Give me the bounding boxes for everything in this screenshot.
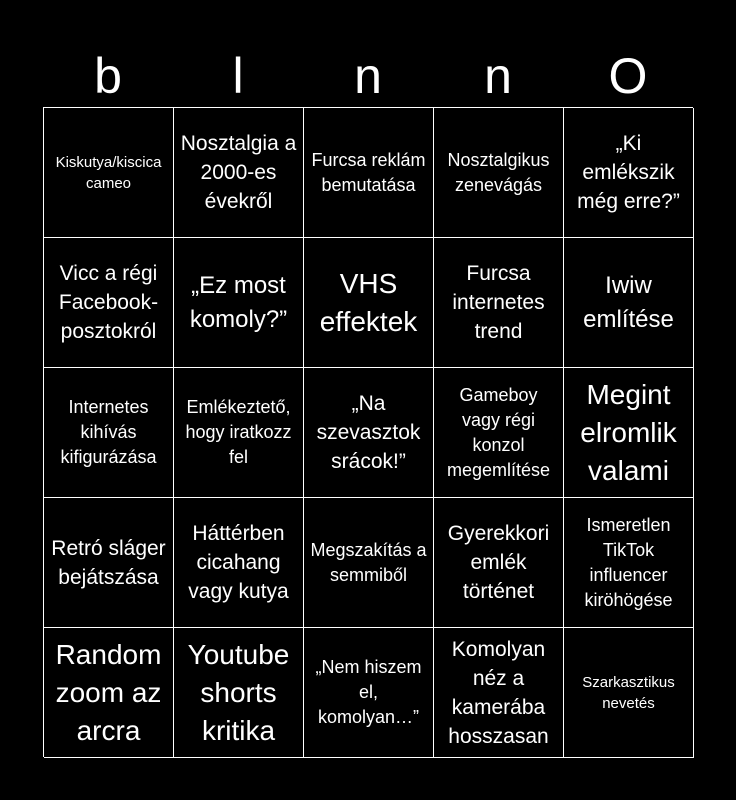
bingo-cell[interactable]: VHS effektek: [304, 238, 434, 368]
bingo-cell[interactable]: „Na szevasztok srácok!”: [304, 368, 434, 498]
bingo-cell[interactable]: Megszakítás a semmiből: [304, 498, 434, 628]
bingo-cell[interactable]: Megint elromlik valami: [564, 368, 694, 498]
bingo-cell[interactable]: Szarkasztikus nevetés: [564, 628, 694, 758]
bingo-cell[interactable]: Youtube shorts kritika: [174, 628, 304, 758]
bingo-grid: [43, 107, 693, 757]
title-letter-4: n: [484, 48, 512, 104]
title-letter-5: O: [608, 48, 648, 104]
bingo-cell[interactable]: Kiskutya/kiscica cameo: [44, 108, 174, 238]
bingo-title: [43, 44, 693, 108]
title-letter-1: b: [94, 48, 122, 104]
title-letter-3: n: [354, 48, 382, 104]
bingo-cell[interactable]: Komolyan néz a kamerába hosszasan: [434, 628, 564, 758]
bingo-cell[interactable]: Vicc a régi Facebook-posztokról: [44, 238, 174, 368]
bingo-cell[interactable]: Gameboy vagy régi konzol megemlítése: [434, 368, 564, 498]
bingo-cell[interactable]: Internetes kihívás kifigurázása: [44, 368, 174, 498]
bingo-cell[interactable]: Retró sláger bejátszása: [44, 498, 174, 628]
bingo-cell[interactable]: Háttérben cicahang vagy kutya: [174, 498, 304, 628]
bingo-cell[interactable]: Nosztalgikus zenevágás: [434, 108, 564, 238]
bingo-cell[interactable]: „Ez most komoly?”: [174, 238, 304, 368]
bingo-cell[interactable]: Iwiw említése: [564, 238, 694, 368]
bingo-cell[interactable]: „Ki emlékszik még erre?”: [564, 108, 694, 238]
bingo-cell[interactable]: Gyerekkori emlék történet: [434, 498, 564, 628]
title-letter-2: l: [232, 48, 244, 104]
bingo-cell[interactable]: Furcsa reklám bemutatása: [304, 108, 434, 238]
bingo-cell[interactable]: Emlékeztető, hogy iratkozz fel: [174, 368, 304, 498]
bingo-cell[interactable]: „Nem hiszem el, komolyan…”: [304, 628, 434, 758]
bingo-cell[interactable]: Random zoom az arcra: [44, 628, 174, 758]
bingo-cell[interactable]: Ismeretlen TikTok influencer kiröhögése: [564, 498, 694, 628]
bingo-cell[interactable]: Furcsa internetes trend: [434, 238, 564, 368]
bingo-cell[interactable]: Nosztalgia a 2000-es évekről: [174, 108, 304, 238]
